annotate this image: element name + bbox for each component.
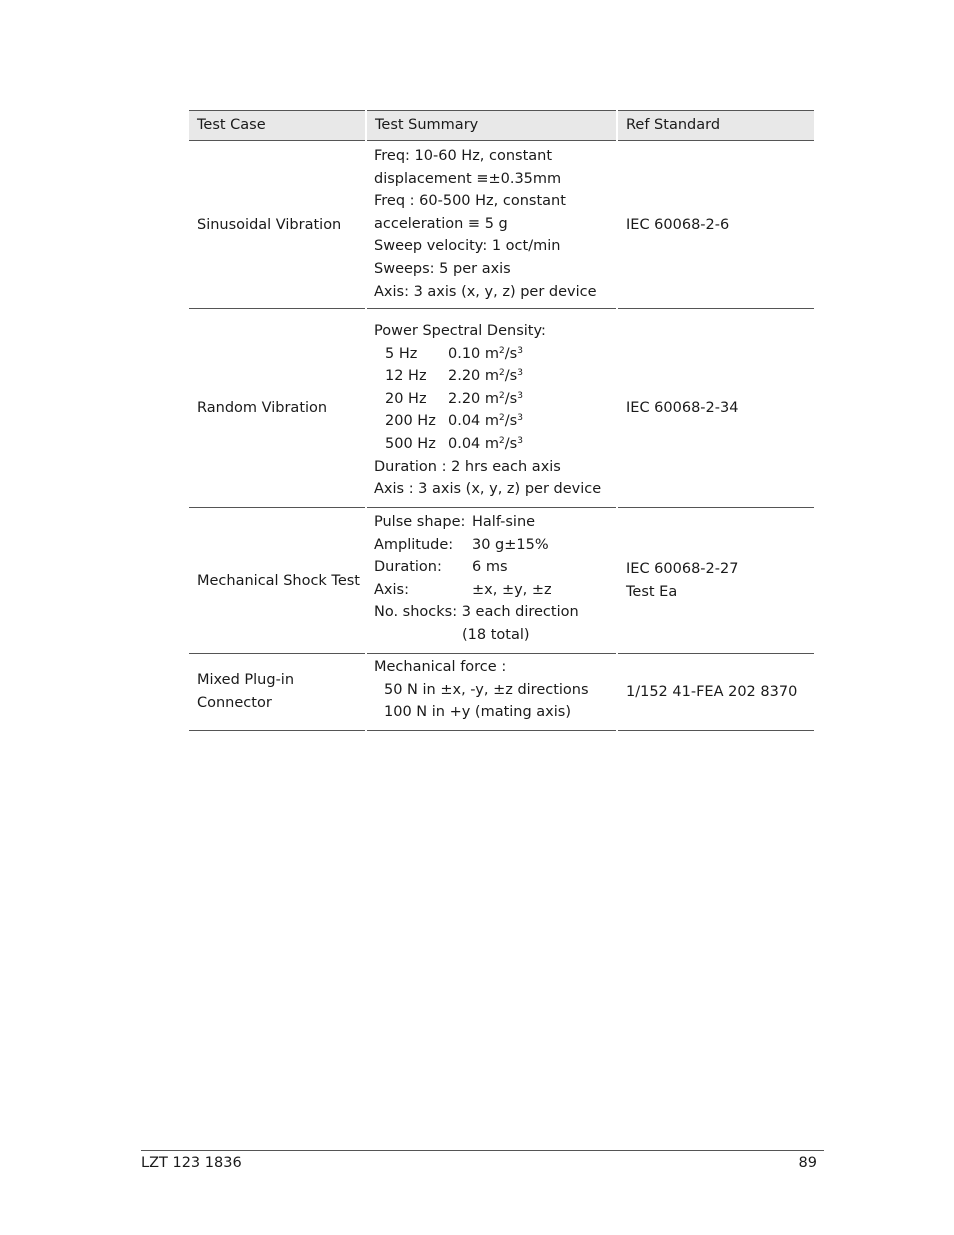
test-case-cell bbox=[189, 654, 365, 731]
test-case-label: Connector bbox=[197, 695, 272, 711]
ref-standard-cell bbox=[618, 508, 814, 654]
psd-exponent: 3 bbox=[517, 368, 523, 379]
summary-line: Freq : 60-500 Hz, constant bbox=[374, 193, 566, 210]
summary-line: 100 N in +y (mating axis) bbox=[384, 704, 571, 721]
psd-unit: /s bbox=[504, 390, 518, 407]
test-summary-cell bbox=[367, 654, 616, 731]
psd-line bbox=[374, 410, 616, 433]
summary-line: Duration : 2 hrs each axis bbox=[374, 458, 561, 475]
psd-frequency: 200 Hz bbox=[385, 413, 436, 430]
summary-line: acceleration ≡ 5 g bbox=[374, 215, 508, 232]
summary-line: Axis: 3 axis (x, y, z) per device bbox=[374, 283, 597, 300]
footer-doc-number: LZT 123 1836 bbox=[141, 1155, 242, 1171]
summary-line: displacement ≡±0.35mm bbox=[374, 170, 562, 187]
footer-page-number: 89 bbox=[798, 1155, 817, 1171]
ref-standard-cell bbox=[618, 654, 814, 731]
table-row bbox=[189, 141, 814, 309]
psd-value: 0.10 m bbox=[448, 345, 500, 362]
psd-exponent: 2 bbox=[499, 345, 505, 356]
psd-unit: /s bbox=[504, 368, 518, 385]
psd-value: 0.04 m bbox=[448, 413, 500, 430]
summary-line: Sweeps: 5 per axis bbox=[374, 260, 511, 277]
psd-frequency: 12 Hz bbox=[385, 368, 427, 385]
test-case-label: Sinusoidal Vibration bbox=[197, 216, 342, 233]
test-case-label: Mixed Plug-in bbox=[197, 672, 295, 689]
summary-line: No. shocks: 3 each direction bbox=[374, 604, 579, 621]
psd-exponent: 3 bbox=[517, 435, 523, 446]
table-row bbox=[189, 309, 814, 508]
summary-line: (18 total) bbox=[462, 626, 530, 643]
psd-unit: /s bbox=[504, 435, 518, 452]
test-case-label: Mechanical Shock Test bbox=[197, 572, 360, 589]
psd-exponent: 2 bbox=[499, 413, 505, 424]
summary-line: Freq: 10-60 Hz, constant bbox=[374, 148, 553, 164]
ref-standard-label: 1/152 41-FEA 202 8370 bbox=[626, 684, 798, 700]
summary-line: Sweep velocity: 1 oct/min bbox=[374, 238, 561, 255]
test-case-cell bbox=[189, 309, 365, 508]
ref-standard-cell bbox=[618, 141, 814, 309]
table-row bbox=[189, 654, 814, 731]
shock-param-key: Axis: bbox=[374, 581, 409, 598]
psd-unit: /s bbox=[504, 345, 518, 362]
test-case-label: Random Vibration bbox=[197, 400, 328, 416]
header-ref-standard: Ref Standard bbox=[618, 110, 814, 141]
summary-line: Axis : 3 axis (x, y, z) per device bbox=[374, 481, 602, 498]
psd-frequency: 500 Hz bbox=[385, 435, 436, 452]
test-case-cell bbox=[189, 508, 365, 654]
summary-line: Power Spectral Density: bbox=[374, 323, 546, 339]
psd-exponent: 3 bbox=[517, 413, 523, 424]
shock-param-value: 6 ms bbox=[472, 559, 508, 576]
shock-param-line bbox=[374, 579, 616, 602]
ref-standard-sublabel: Test Ea bbox=[626, 583, 678, 600]
psd-exponent: 3 bbox=[517, 345, 523, 356]
summary-line: 50 N in ±x, -y, ±z directions bbox=[384, 681, 589, 698]
summary-line: Mechanical force : bbox=[374, 659, 507, 675]
shock-param-line bbox=[374, 556, 616, 579]
psd-value: 2.20 m bbox=[448, 368, 500, 385]
table-row bbox=[189, 508, 814, 654]
ref-standard-cell bbox=[618, 309, 814, 508]
header-test-case: Test Case bbox=[189, 110, 365, 141]
test-case-cell bbox=[189, 141, 365, 309]
shock-param-line bbox=[374, 534, 616, 557]
psd-frequency: 20 Hz bbox=[385, 390, 427, 407]
test-summary-cell bbox=[367, 141, 616, 309]
test-summary-cell bbox=[367, 309, 616, 508]
shock-param-line bbox=[374, 511, 616, 534]
psd-exponent: 2 bbox=[499, 368, 505, 379]
psd-exponent: 2 bbox=[499, 435, 505, 446]
shock-param-key: Duration: bbox=[374, 559, 442, 576]
header-test-summary: Test Summary bbox=[367, 110, 616, 141]
ref-standard-label: IEC 60068-2-6 bbox=[626, 216, 730, 233]
psd-line bbox=[374, 433, 616, 456]
shock-param-value: Half-sine bbox=[472, 514, 536, 530]
psd-value: 0.04 m bbox=[448, 435, 500, 452]
psd-line bbox=[374, 365, 616, 388]
ref-standard-label: IEC 60068-2-34 bbox=[626, 400, 739, 416]
table-header-row bbox=[189, 110, 814, 141]
psd-line bbox=[374, 388, 616, 411]
footer-divider bbox=[141, 1150, 824, 1151]
shock-param-value: 30 g±15% bbox=[472, 536, 549, 553]
psd-frequency: 5 Hz bbox=[385, 345, 418, 362]
shock-param-value: ±x, ±y, ±z bbox=[472, 581, 552, 598]
test-table bbox=[189, 110, 814, 731]
shock-param-key: Amplitude: bbox=[374, 536, 454, 553]
psd-exponent: 2 bbox=[499, 390, 505, 401]
test-summary-cell bbox=[367, 508, 616, 654]
shock-param-key: Pulse shape: bbox=[374, 514, 466, 530]
psd-value: 2.20 m bbox=[448, 390, 500, 407]
psd-exponent: 3 bbox=[517, 390, 523, 401]
psd-line bbox=[374, 343, 616, 366]
psd-unit: /s bbox=[504, 413, 518, 430]
ref-standard-label: IEC 60068-2-27 bbox=[626, 560, 739, 577]
